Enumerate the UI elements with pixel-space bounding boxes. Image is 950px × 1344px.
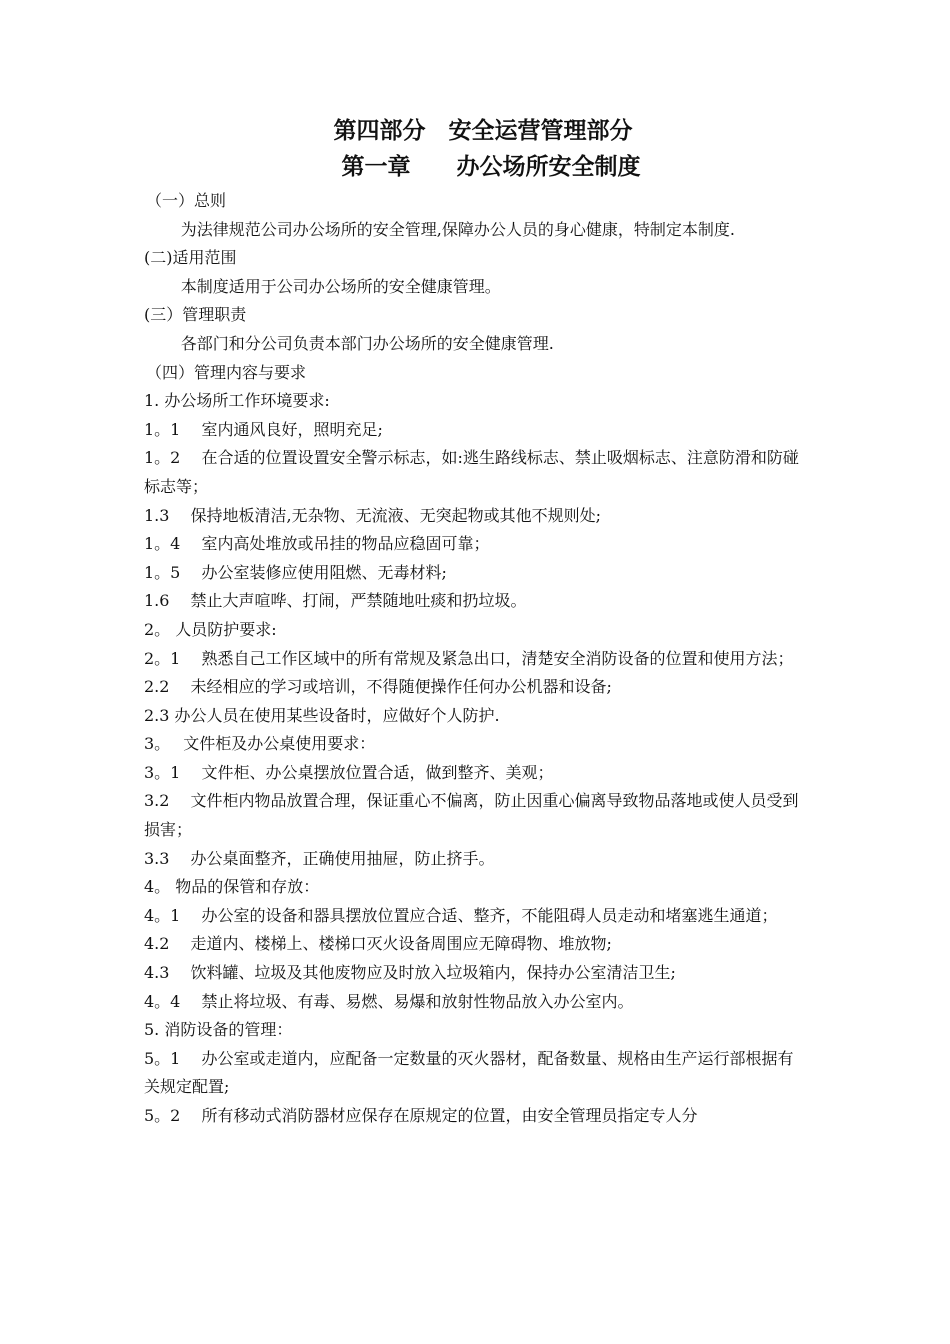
paragraph: 3.3 办公桌面整齐，正确使用抽屉，防止挤手。 — [144, 848, 495, 868]
chapter-title: 第一章 办公场所安全制度 — [341, 153, 641, 180]
paragraph: 4。 物品的保管和存放： — [144, 877, 320, 897]
paragraph: （一）总则 — [146, 191, 227, 210]
paragraph: 4。4 禁止将垃圾、有毒、易燃、易爆和放射性物品放入办公室内。 — [144, 991, 634, 1011]
document-body — [144, 187, 808, 1131]
paragraph: 本制度适用于公司办公场所的安全健康管理。 — [180, 276, 501, 296]
paragraph: 1。2 在合适的位置设置安全警示标志，如:逃生路线标志、禁止吸烟标志、注意防滑和防碰标志等； — [144, 448, 799, 496]
paragraph: 5. 消防设备的管理： — [144, 1020, 293, 1040]
paragraph: 各部门和分公司负责本部门办公场所的安全健康管理. — [180, 333, 554, 353]
paragraph: 1。5 办公室装修应使用阻燃、无毒材料; — [144, 562, 447, 582]
paragraph: 5。1 办公室或走道内，应配备一定数量的灭火器材，配备数量、规格由生产运行部根据有关规定配置; — [144, 1048, 794, 1097]
paragraph: 为法律规范公司办公场所的安全管理,保障办公人员的身心健康，特制定本制度. — [180, 219, 735, 239]
paragraph: 4.3 饮料罐、垃圾及其他废物应及时放入垃圾箱内，保持办公室清洁卫生; — [144, 963, 676, 983]
paragraph: 1。4 室内高处堆放或吊挂的物品应稳固可靠； — [144, 534, 490, 554]
paragraph: 1.3 保持地板清洁,无杂物、无流液、无突起物或其他不规则处; — [144, 505, 602, 525]
paragraph: 2.2 未经相应的学习或培训，不得随便操作任何办公机器和设备; — [144, 677, 612, 697]
paragraph: 3.2 文件柜内物品放置合理，保证重心不偏离，防止因重心偏离导致物品落地或使人员受到损害； — [144, 791, 799, 840]
paragraph: 4.2 走道内、楼梯上、楼梯口灭火设备周围应无障碍物、堆放物; — [144, 934, 612, 954]
paragraph: 4。1 办公室的设备和器具摆放位置应合适、整齐，不能阻碍人员走动和堵塞逃生通道； — [144, 905, 778, 925]
paragraph: 1. 办公场所工作环境要求: — [144, 391, 330, 411]
paragraph: (二)适用范围 — [144, 248, 237, 268]
paragraph: 5。2 所有移动式消防器材应保存在原规定的位置，由安全管理员指定专人分 — [144, 1106, 698, 1125]
paragraph: 2.3 办公人员在使用某些设备时，应做好个人防护. — [144, 705, 500, 725]
paragraph: (三）管理职责 — [144, 305, 247, 325]
paragraph: （四）管理内容与要求 — [146, 362, 307, 382]
part-title: 第四部分 安全运营管理部分 — [333, 117, 633, 144]
paragraph: 1.6 禁止大声喧哗、打闹，严禁随地吐痰和扔垃圾。 — [144, 591, 527, 611]
paragraph: 2。1 熟悉自己工作区域中的所有常规及紧急出口，清楚安全消防设备的位置和使用方法； — [144, 648, 794, 668]
paragraph: 3。1 文件柜、办公桌摆放位置合适，做到整齐、美观； — [144, 762, 554, 782]
paragraph: 1。1 室内通风良好，照明充足; — [144, 419, 383, 439]
document-page — [144, 113, 808, 1131]
paragraph: 3。 文件柜及办公桌使用要求： — [144, 734, 376, 754]
paragraph: 2。 人员防护要求: — [144, 619, 277, 639]
